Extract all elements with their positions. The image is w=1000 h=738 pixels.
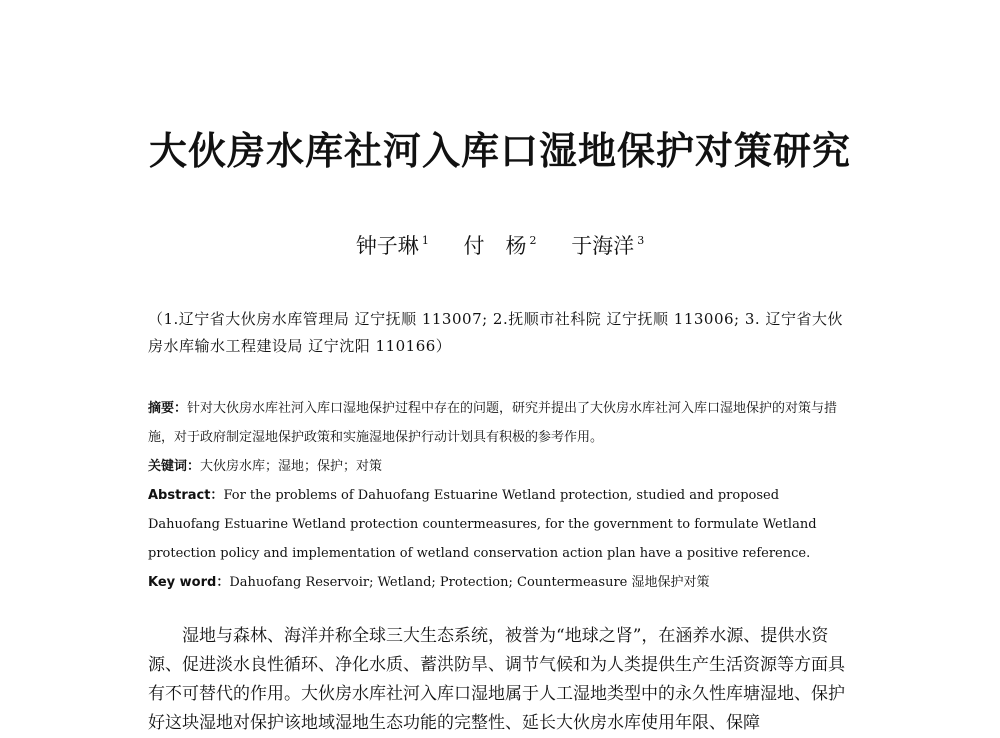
author-name: 付 杨 <box>463 234 527 258</box>
keywords-cn <box>148 452 848 481</box>
author-list <box>0 226 1000 261</box>
author-affiliation-mark: 2 <box>529 234 537 247</box>
author-affiliation-mark: 3 <box>637 234 645 247</box>
author <box>464 226 537 261</box>
abstract-en-label: Abstract： <box>148 488 224 503</box>
author-name: 于海洋 <box>571 234 635 258</box>
keywords-cn-label: 关键词： <box>148 459 201 474</box>
keywords-cn-text: 大伙房水库；湿地；保护；对策 <box>200 459 383 474</box>
keywords-en-text: Dahuofang Reservoir; Wetland; Protection; Countermeasure 湿地保护对策 <box>229 575 710 590</box>
paper-title: 大伙房水库社河入库口湿地保护对策研究 <box>148 129 851 173</box>
author <box>356 226 429 261</box>
abstract-en <box>148 481 848 568</box>
keywords-en <box>148 568 848 597</box>
abstract-en-text: For the problems of Dahuofang Estuarine Wetland protection, studied and proposed Dahuofang Estuarine Wetland protection countermeasures, for the government to formulate Wetland protection policy and implementation of wetland conservation action plan have a positive reference. <box>148 488 817 561</box>
author-affiliation-mark: 1 <box>421 234 429 247</box>
body-paragraph: 湿地与森林、海洋并称全球三大生态系统，被誉为“地球之肾”，在涵养水源、提供水资源、促进淡水良性循环、净化水质、蓄洪防旱、调节气候和为人类提供生产生活资源等方面具有不可替代的作用。大伙房水库社河入库口湿地属于人工湿地类型中的永久性库塘湿地、保护好这块湿地对保护该地域湿地生态功能的完整性、延长大伙房水库使用年限、保障 <box>148 626 845 733</box>
affiliations: （1.辽宁省大伙房水库管理局 辽宁抚顺 113007; 2.抚顺市社科院 辽宁抚顺 113006; 3. 辽宁省大伙房水库输水工程建设局 辽宁沈阳 110166） <box>148 310 843 355</box>
keywords-en-label: Key word： <box>148 575 230 590</box>
abstract-cn-label: 摘要： <box>148 401 188 416</box>
author-name: 钟子琳 <box>355 234 419 258</box>
abstract-block <box>148 394 848 597</box>
abstract-cn-text: 针对大伙房水库社河入库口湿地保护过程中存在的问题，研究并提出了大伙房水库社河入库口湿地保护的对策与措施，对于政府制定湿地保护政策和实施湿地保护行动计划具有积极的参考作用。 <box>148 401 838 445</box>
abstract-cn <box>148 394 848 452</box>
author <box>571 226 644 261</box>
